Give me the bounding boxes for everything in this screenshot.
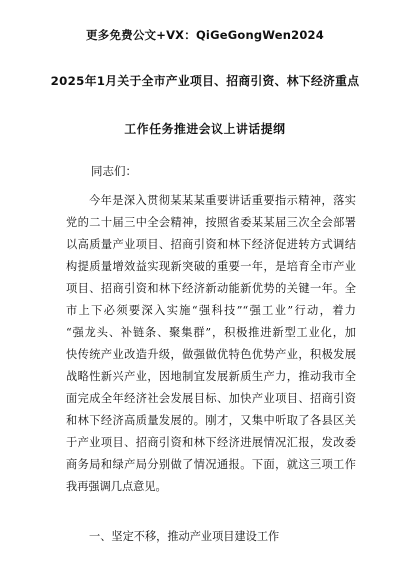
body-line: 我再强调几点意见。 (66, 480, 167, 493)
document-title-line-1: 2025年1月关于全市产业项目、招商引资、林下经济重点 (50, 74, 360, 88)
body-line: 商务局和绿产局分别做了情况通报。下面，就这三项工作 (66, 458, 356, 471)
body-line: 面完成全年经济社会发展目标、加快产业项目、招商引资 (66, 392, 356, 405)
body-line: 市上下必须要深入实施“强科技”“强工业”行动，着力 (66, 304, 356, 317)
body-paragraph (66, 190, 356, 498)
body-line: 于产业项目、招商引资和林下经济进展情况汇报，发改委 (66, 436, 356, 449)
body-line: 和林下经济高质量发展的。刚才，又集中听取了各县区关 (66, 414, 356, 427)
body-line: 构提质量增效益实现新突破的重要一年，是培育全市产业 (66, 260, 356, 273)
body-line: “强龙头、补链条、聚集群”，积极推进新型工业化，加 (66, 326, 356, 339)
document-title-line-2: 工作任务推进会议上讲话提纲 (124, 122, 286, 136)
header-watermark-text: 更多免费公文+VX：QiGeGongWen2024 (86, 28, 324, 42)
body-line: 今年是深入贯彻某某某重要讲话重要指示精神，落实 (89, 194, 356, 207)
salutation: 同志们： (91, 164, 137, 178)
body-line: 项目、招商引资和林下经济新动能新优势的关键一年。全 (66, 282, 356, 295)
section-heading: 一、坚定不移，推动产业项目建设工作 (89, 530, 280, 543)
body-line: 以高质量产业项目、招商引资和林下经济促进转方式调结 (66, 238, 356, 251)
body-line: 党的二十届三中全会精神，按照省委某某届三次全会部署 (66, 216, 356, 229)
body-line: 快传统产业改造升级，做强做优特色优势产业，积极发展 (66, 348, 356, 361)
body-line: 战略性新兴产业，因地制宜发展新质生产力，推动我市全 (66, 370, 356, 383)
